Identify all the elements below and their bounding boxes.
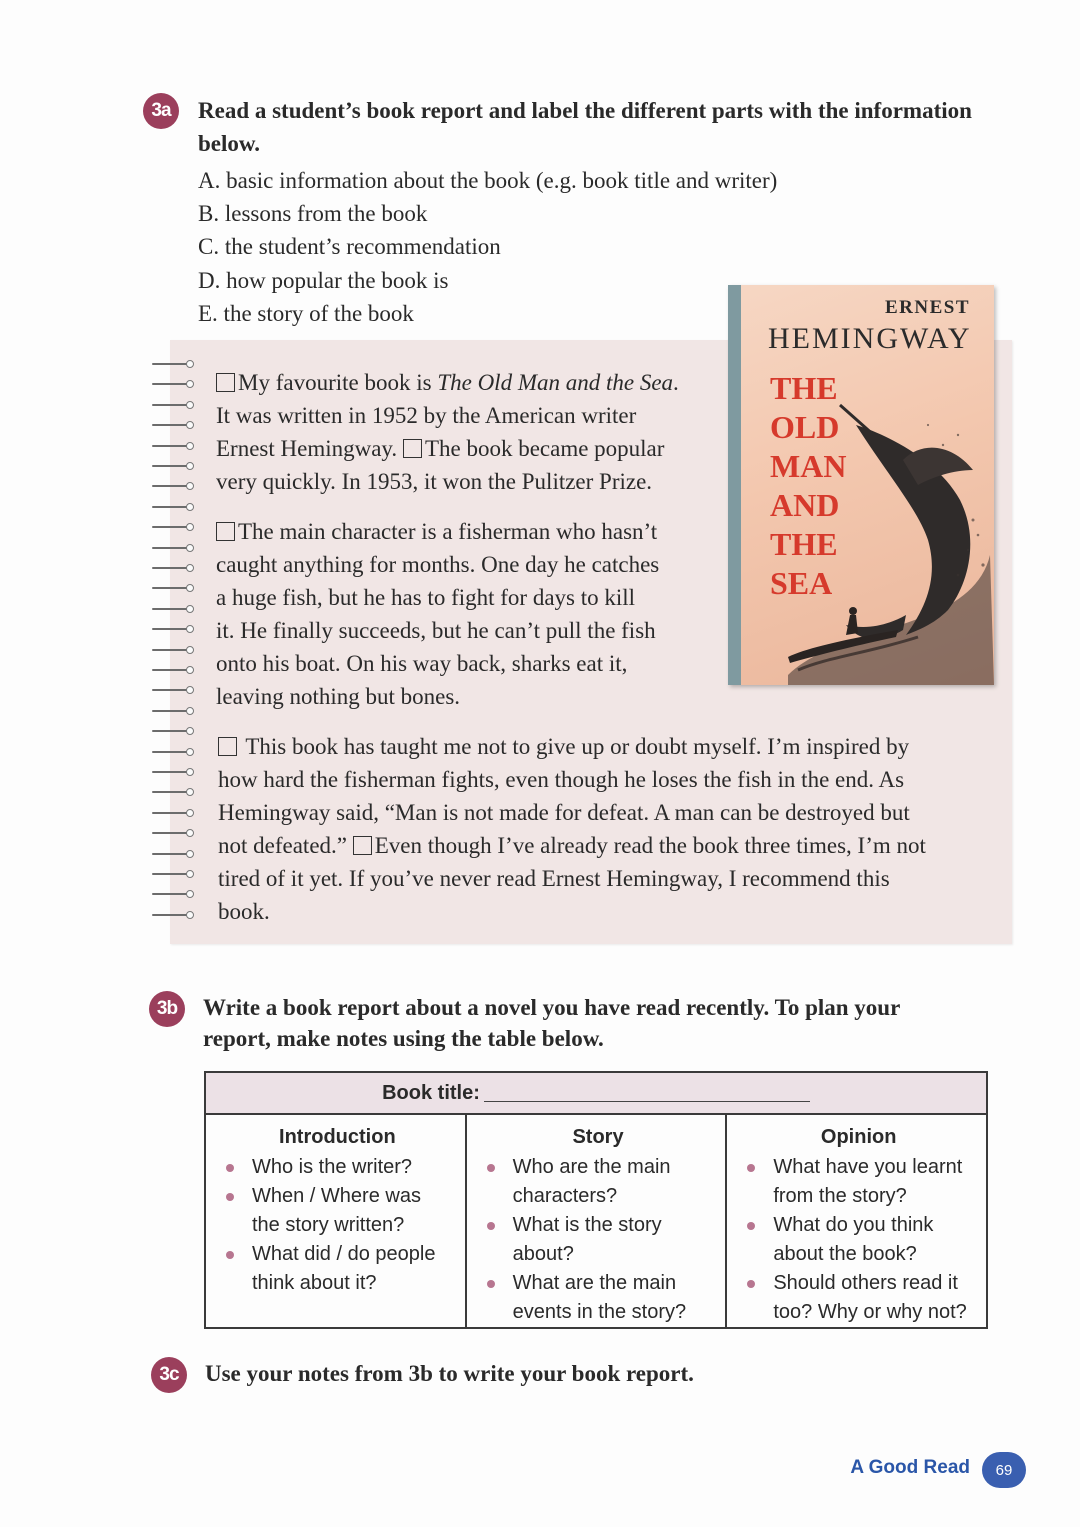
spiral-ring <box>152 605 194 613</box>
report-p2-line1 <box>216 515 657 548</box>
item-text: about? <box>512 1243 574 1265</box>
report-p2-line6: leaving nothing but bones. <box>216 684 461 709</box>
option-c: C. the student’s recommendation <box>198 234 501 259</box>
option-b: B. lessons from the book <box>198 201 428 226</box>
cover-title-word: THE <box>770 370 838 406</box>
report-p3-line3: Hemingway said, “Man is not made for defeat. A man can be destroyed but <box>218 800 910 825</box>
report-p1-line1 <box>216 366 679 399</box>
cover-title-word: OLD <box>770 409 840 445</box>
option-a: A. basic information about the book (e.g. book title and writer) <box>198 168 778 193</box>
list-item <box>220 1240 455 1298</box>
instruction-3a-line1: Read a student’s book report and label the different parts with the information <box>198 98 972 123</box>
spiral-ring <box>152 503 194 511</box>
column-title: Story <box>572 1126 624 1148</box>
option-d: D. how popular the book is <box>198 268 449 293</box>
list-item <box>741 1211 976 1269</box>
report-text: The book became popular <box>424 436 665 461</box>
book-title-blank[interactable] <box>484 1084 810 1102</box>
item-text: the story written? <box>252 1214 405 1236</box>
item-text: What do you think <box>773 1214 934 1236</box>
item-text: events in the story? <box>512 1301 687 1323</box>
item-text: Who is the writer? <box>252 1156 413 1178</box>
page-number: 69 <box>982 1452 1026 1488</box>
list-item <box>481 1269 716 1327</box>
item-text: from the story? <box>773 1185 907 1207</box>
book-title-italic: The Old Man and the Sea <box>437 370 674 395</box>
spiral-ring <box>152 523 194 531</box>
report-p1-line2: It was written in 1952 by the American writer <box>216 403 637 428</box>
list-item <box>481 1153 716 1211</box>
spiral-ring <box>152 788 194 796</box>
cover-title-word: AND <box>770 487 840 523</box>
column-introduction <box>206 1115 465 1327</box>
section-badge-3b: 3b <box>149 991 185 1027</box>
report-text: . <box>673 370 679 395</box>
report-p3-line5: tired of it yet. If you’ve never read Ernest Hemingway, I recommend this <box>218 866 890 891</box>
item-text: think about it? <box>252 1272 377 1294</box>
column-opinion <box>725 1115 986 1327</box>
cover-author-last: HEMINGWAY <box>768 322 972 355</box>
spiral-ring <box>152 380 194 388</box>
report-p2-line3: a huge fish, but he has to fight for days to kill <box>216 585 636 610</box>
spiral-ring <box>152 829 194 837</box>
spiral-ring <box>152 870 194 878</box>
spiral-ring <box>152 462 194 470</box>
spiral-ring <box>152 666 194 674</box>
item-text: What did / do people <box>252 1243 436 1265</box>
label-checkbox-2[interactable] <box>403 439 422 458</box>
spiral-ring <box>152 850 194 858</box>
spiral-ring <box>152 401 194 409</box>
item-text: Who are the main <box>512 1156 671 1178</box>
list-item <box>220 1153 455 1182</box>
report-text: Even though I’ve already read the book three times, I’m not <box>374 833 926 858</box>
book-cover-image <box>728 285 994 685</box>
table-header <box>206 1073 986 1115</box>
item-text: Should others read it <box>773 1272 958 1294</box>
cover-title <box>770 369 846 603</box>
spiral-ring <box>152 421 194 429</box>
spiral-ring <box>152 442 194 450</box>
column-title: Opinion <box>820 1126 897 1148</box>
report-p2-line2: caught anything for months. One day he catches <box>216 552 660 577</box>
report-p2-line4: it. He finally succeeds, but he can’t pull the fish <box>216 618 656 643</box>
spiral-ring <box>152 625 194 633</box>
report-text: My favourite book is <box>238 370 438 395</box>
list-item <box>741 1153 976 1211</box>
list-item <box>481 1211 716 1269</box>
spiral-ring <box>152 360 194 368</box>
cover-spine <box>728 285 741 685</box>
report-p1-line3 <box>216 432 664 465</box>
report-text: not defeated.” <box>218 833 347 858</box>
spiral-ring <box>152 890 194 898</box>
item-text: characters? <box>512 1185 618 1207</box>
instruction-3c: Use your notes from 3b to write your book report. <box>205 1361 694 1386</box>
section-badge-3c: 3c <box>151 1357 187 1393</box>
label-checkbox-4[interactable] <box>218 737 237 756</box>
spiral-ring <box>152 727 194 735</box>
item-text: What is the story <box>512 1214 662 1236</box>
report-text: Ernest Hemingway. <box>216 436 398 461</box>
report-p3-line2: how hard the fisherman fights, even though he loses the fish in the end. As <box>218 767 905 792</box>
item-text: about the book? <box>773 1243 917 1265</box>
report-p3-line4 <box>218 829 926 862</box>
planning-table <box>204 1071 988 1329</box>
spiral-ring <box>152 564 194 572</box>
section-badge-3a: 3a <box>143 93 179 129</box>
cover-title-word: THE <box>770 526 838 562</box>
instruction-3b-line1: Write a book report about a novel you have read recently. To plan your <box>203 995 901 1020</box>
spiral-ring <box>152 482 194 490</box>
column-title: Introduction <box>279 1126 396 1148</box>
list-item <box>220 1182 455 1240</box>
spiral-ring <box>152 809 194 817</box>
spiral-ring <box>152 768 194 776</box>
spiral-ring <box>152 748 194 756</box>
report-text: This book has taught me not to give up or doubt myself. I’m inspired by <box>245 734 910 759</box>
spiral-ring <box>152 544 194 552</box>
report-text: The main character is a fisherman who hasn’t <box>238 519 658 544</box>
spiral-ring <box>152 911 194 919</box>
spiral-ring <box>152 584 194 592</box>
instruction-3a-line2: below. <box>198 131 260 156</box>
instruction-3b-line2: report, make notes using the table below. <box>203 1026 604 1051</box>
report-p3-line1 <box>218 730 909 763</box>
cover-title-word: SEA <box>770 565 833 601</box>
label-checkbox-1[interactable] <box>216 373 235 392</box>
item-text: When / Where was <box>252 1185 421 1207</box>
spiral-binding <box>152 360 196 930</box>
item-text: too? Why or why not? <box>773 1301 967 1323</box>
cover-author-first: ERNEST <box>884 297 970 318</box>
book-title-label: Book title: <box>382 1081 480 1104</box>
label-checkbox-5[interactable] <box>353 836 372 855</box>
cover-title-word: MAN <box>770 448 847 484</box>
unit-title: A Good Read <box>850 1457 970 1478</box>
spiral-ring <box>152 646 194 654</box>
spiral-ring <box>152 707 194 715</box>
option-e: E. the story of the book <box>198 301 414 326</box>
spiral-ring <box>152 686 194 694</box>
item-text: What have you learnt <box>773 1156 963 1178</box>
column-story <box>465 1115 726 1327</box>
list-item <box>741 1269 976 1327</box>
report-p3-line6: book. <box>218 899 270 924</box>
item-text: What are the main <box>512 1272 677 1294</box>
report-p1-line4: very quickly. In 1953, it won the Pulitzer Prize. <box>216 469 653 494</box>
label-checkbox-3[interactable] <box>216 522 235 541</box>
report-p2-line5: onto his boat. On his way back, sharks eat it, <box>216 651 628 676</box>
